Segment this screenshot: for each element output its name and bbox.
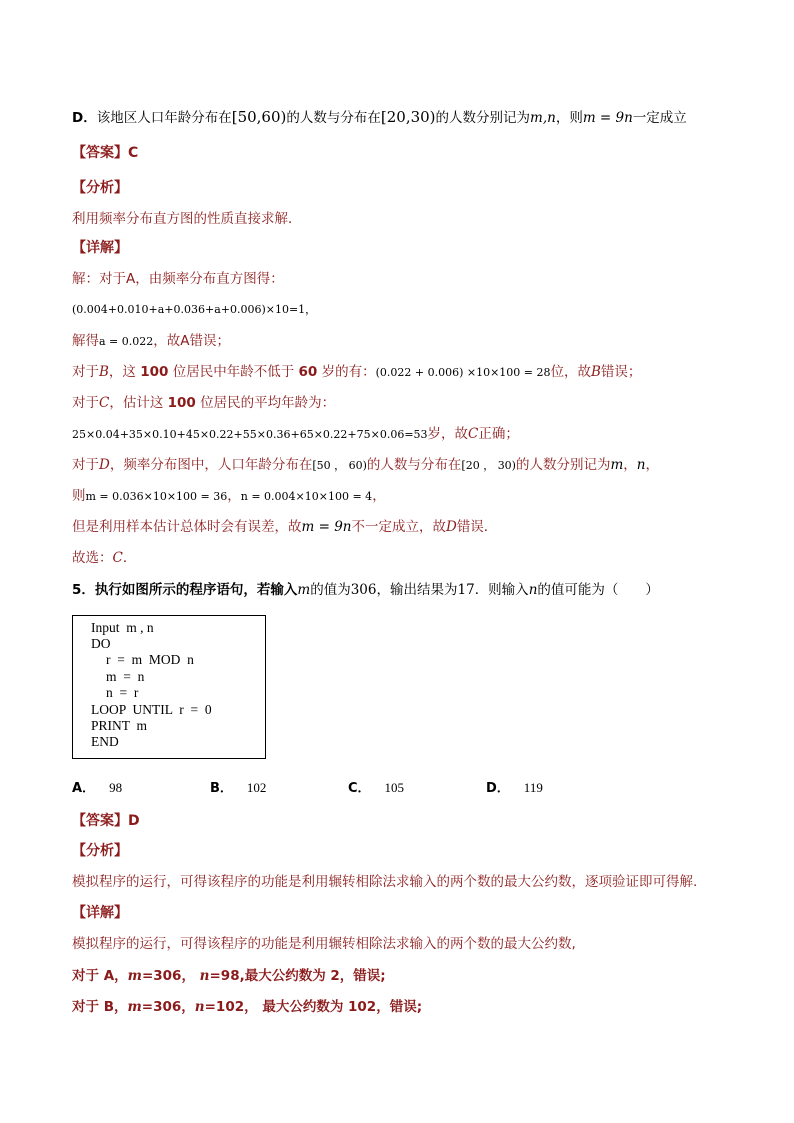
text: 对于 (72, 395, 99, 411)
option-c (348, 778, 404, 799)
analysis-tag: 【分析】 (72, 843, 128, 859)
text: 故选： (72, 550, 113, 566)
math-expression: 25×0.04+35×0.10+45×0.22+55×0.36+65×0.22+75×0.06=53 (72, 428, 428, 441)
code-line: n = r (106, 685, 139, 700)
math-b: B (591, 364, 601, 380)
code-line: PRINT m (91, 718, 148, 733)
text: 的值为 (310, 582, 351, 598)
detail-line-5 (72, 393, 335, 413)
detail-line-9 (72, 517, 497, 537)
text: =306， (141, 999, 195, 1015)
equation-m-9n: m = 9n (301, 519, 352, 535)
option-value: 102 (246, 780, 267, 795)
math-m: m (610, 457, 624, 473)
detail-line-8 (72, 486, 386, 507)
answer-tag: 【答案】C (72, 145, 139, 161)
text: 位居民的平均年龄为： (195, 395, 336, 411)
answer-tag: 【答案】D (72, 813, 140, 829)
text: 的人数与分布在 (366, 457, 462, 473)
analysis-tag: 【分析】 (72, 180, 128, 196)
text: ， (623, 457, 637, 473)
detail-line-6 (72, 424, 519, 445)
option-d-text: ，则 (555, 110, 583, 126)
interval-50-60: [50,60) (231, 108, 287, 126)
text: ， (645, 457, 659, 473)
detail-tag: 【详解】 (72, 905, 128, 921)
text: 正确； (478, 426, 519, 442)
option-key: B． (210, 781, 233, 796)
text: 位居民中年龄不低于 (168, 364, 299, 380)
option-value: 105 (384, 780, 405, 795)
code-line: END (91, 734, 119, 749)
text: ，这 (108, 364, 141, 380)
text: 岁，故 (427, 426, 469, 442)
option-d-text: 的人数与分布在 (286, 110, 381, 126)
option-d-text: 一定成立 (632, 110, 687, 126)
option-key: C． (348, 781, 371, 796)
text: 但是利用样本估计总体时会有误差，故 (72, 519, 302, 535)
code-line: r = m MOD n (106, 652, 194, 667)
interval: [50 ， 60) (312, 459, 367, 472)
text: ，估计这 (109, 395, 168, 411)
text: ，频率分布图中，人口年龄分布在 (109, 457, 313, 473)
text: =306， (141, 968, 200, 984)
number-17: 17 (457, 582, 475, 598)
question-5-stem (72, 580, 659, 600)
code-line: m = n (106, 669, 145, 684)
code-line: Input m , n (91, 620, 154, 635)
number-306: 306 (350, 582, 377, 598)
detail-line-10 (72, 548, 136, 568)
math-n: n (528, 582, 538, 598)
math-n: n (194, 999, 205, 1015)
code-line: LOOP UNTIL r = 0 (91, 702, 212, 717)
option-d-statement (72, 107, 687, 128)
analysis-text: 利用频率分布直方图的性质直接求解． (72, 211, 302, 227)
number-100: 100 (167, 395, 196, 411)
text: ．则输入 (474, 582, 529, 598)
text: ， (372, 488, 386, 504)
text: 错误． (456, 519, 498, 535)
option-d-text: 的人数分别记为 (435, 110, 531, 126)
math-m: m (127, 999, 142, 1015)
detail-line-2 (72, 966, 386, 986)
text: 则 (72, 488, 86, 504)
equation-m-9n: m = 9n (582, 110, 633, 126)
text: 对于 A， (72, 968, 128, 984)
math-n: n (636, 457, 646, 473)
analysis-text: 模拟程序的运行，可得该程序的功能是利用辗转相除法求输入的两个数的最大公约数，逐项验证即可得解. (72, 874, 698, 890)
math-c: C (468, 426, 479, 442)
option-value: 119 (523, 780, 543, 795)
option-d (486, 778, 543, 799)
math-expression: n = 0.004×10×100 = 4 (240, 490, 373, 503)
text: 对于 (72, 364, 99, 380)
text: ． (122, 550, 137, 566)
detail-line-7 (72, 455, 659, 476)
detail-tag: 【详解】 (72, 240, 128, 256)
detail-line-4 (72, 362, 641, 383)
text: ，故A错误； (153, 333, 231, 349)
text: =102， 最大公约数为 102，错误; (204, 999, 423, 1015)
text: 的值可能为（ ） (537, 582, 659, 598)
text: ， (227, 488, 241, 504)
interval: [20 ， 30) (461, 459, 516, 472)
math-expression: (0.022 + 0.006) ×10×100 = 28 (375, 366, 551, 379)
detail-line-3 (72, 997, 422, 1017)
math-c: C (99, 395, 110, 411)
text: ，输出结果为 (376, 582, 458, 598)
number-60: 60 (298, 364, 318, 380)
text: 对于 (72, 457, 99, 473)
math-d: D (445, 519, 457, 535)
option-value: 98 (109, 780, 123, 795)
code-line: DO (91, 636, 111, 651)
math-c: C (112, 550, 123, 566)
text: =98,最大公约数为 2，错误; (209, 968, 386, 984)
text: 5．执行如图所示的程序语句，若输入 (72, 582, 298, 598)
text: 错误； (600, 364, 642, 380)
option-key: D． (486, 781, 510, 796)
text: 的人数分别记为 (515, 457, 611, 473)
text: 位，故 (550, 364, 591, 380)
math-m: m (297, 582, 311, 598)
math-a-value: a = 0.022 (99, 335, 154, 348)
text: 不一定成立，故 (351, 519, 446, 535)
interval-20-30: [20,30) (380, 108, 436, 126)
program-code-box (72, 615, 266, 759)
text: 对于 B， (72, 999, 128, 1015)
detail-line-1: 解：对于A，由频率分布直方图得： (72, 271, 284, 287)
option-a (72, 778, 122, 799)
option-key: A． (72, 781, 96, 796)
detail-line-3 (72, 331, 230, 352)
math-n: n (199, 968, 210, 984)
math-m: m (127, 968, 142, 984)
math-b: B (99, 364, 109, 380)
text: 岁的有： (317, 364, 376, 380)
option-b (210, 778, 266, 799)
text: 解得 (72, 333, 99, 349)
math-d: D (99, 457, 110, 473)
option-d-label: D． (72, 110, 97, 126)
detail-line-2: (0.004+0.010+a+0.036+a+0.006)×10=1， (72, 303, 317, 316)
vars-m-n: m,n (530, 110, 556, 126)
option-d-text: 该地区人口年龄分布在 (96, 110, 232, 126)
number-100: 100 (140, 364, 169, 380)
detail-line-1: 模拟程序的运行，可得该程序的功能是利用辗转相除法求输入的两个数的最大公约数, (72, 936, 576, 952)
math-expression: m = 0.036×10×100 = 36 (85, 490, 228, 503)
